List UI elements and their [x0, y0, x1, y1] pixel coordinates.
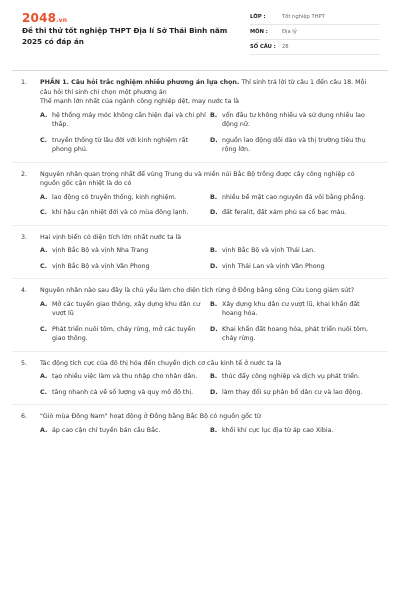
answer-option[interactable] [210, 388, 376, 398]
option-row [40, 426, 376, 436]
question-stem: Hai vịnh biển có diện tích lớn nhất nước ta là [40, 233, 182, 241]
option-label: D. [210, 209, 218, 216]
answer-option[interactable] [210, 208, 376, 218]
question-text [40, 359, 376, 369]
option-text: vịnh Bắc Bộ và vịnh Nha Trang [52, 247, 149, 254]
answer-option[interactable] [210, 262, 376, 272]
question-divider [12, 162, 388, 163]
options [40, 426, 376, 436]
option-text: khí hậu cận nhiệt đới và có mùa đông lạnh. [52, 209, 189, 216]
question-stem: Nguyên nhân nào sau đây là chủ yếu làm cho diện tích rừng ở Đồng bằng sông Cửu Long giảm sút? [40, 287, 355, 294]
option-text: Xây dựng khu dân cư vượt lũ, khai khẩn đất hoang hóa. [222, 300, 360, 317]
question-divider [12, 351, 388, 352]
answer-option[interactable] [210, 325, 376, 344]
option-text: vịnh Bắc Bộ và vịnh Thái Lan. [222, 247, 316, 254]
question-list [0, 78, 400, 441]
options [40, 246, 376, 271]
answer-option[interactable] [40, 372, 206, 382]
question-text [40, 170, 376, 189]
logo-suffix: .vn [56, 17, 68, 24]
question-number: 3. [21, 233, 28, 241]
answer-option[interactable] [40, 388, 206, 398]
options [40, 300, 376, 344]
question-divider [12, 278, 388, 279]
option-text: vốn đầu tư không nhiều và sử dụng nhiều lao động nữ. [222, 111, 365, 128]
answer-option[interactable] [40, 426, 206, 436]
site-logo[interactable] [22, 11, 67, 25]
meta-value: 28 [282, 44, 289, 50]
option-text: đất feralit, đất xám phù sa cổ bạc màu. [222, 209, 347, 216]
option-text: hệ thống máy móc không cần hiện đại và chi phí thấp. [52, 111, 206, 128]
question [0, 359, 400, 398]
meta-value: Địa lý [282, 29, 297, 35]
option-row [40, 111, 376, 130]
option-label: A. [40, 247, 48, 254]
answer-option[interactable] [40, 246, 206, 256]
option-text: lao động có truyền thống, kinh nghiệm. [52, 193, 177, 201]
meta-key: MÔN : [250, 29, 268, 35]
option-text: áp cao cận chí tuyến bán cầu Bắc. [52, 426, 161, 434]
answer-option[interactable] [210, 111, 376, 130]
option-text: tạo nhiều việc làm và thu nhập cho nhân dân. [52, 373, 198, 380]
option-row [40, 388, 376, 398]
option-text: tăng nhanh cả về số lượng và quy mô đô thị. [52, 388, 194, 396]
option-label: B. [210, 426, 218, 434]
question-number: 4. [21, 287, 28, 294]
options [40, 372, 376, 397]
option-label: B. [210, 300, 218, 308]
option-text: truyền thống từ lâu đời với kinh nghiệm rất phong phú. [52, 136, 188, 153]
option-text: thúc đẩy công nghiệp và dịch vụ phát triển. [222, 373, 360, 380]
option-label: B. [210, 247, 218, 254]
options [40, 111, 376, 155]
option-label: A. [40, 111, 48, 119]
option-label: A. [40, 300, 48, 308]
option-text: vịnh Thái Lan và vịnh Vân Phong [222, 262, 325, 270]
option-label: B. [210, 373, 218, 380]
question-number: 2. [21, 170, 28, 178]
question [0, 78, 400, 155]
option-row [40, 300, 376, 319]
question-stem: Tác động tích cực của đô thị hóa đến chuyển dịch cơ cấu kinh tế ở nước ta là [40, 359, 282, 367]
answer-option[interactable] [210, 136, 376, 155]
meta-key: SỐ CÂU : [250, 44, 276, 50]
answer-option[interactable] [210, 300, 376, 319]
option-text: khối khí cực lục địa từ áp cao Xibia. [222, 426, 334, 434]
header [0, 0, 400, 66]
option-label: C. [40, 209, 48, 216]
option-text: làm thay đổi sự phân bố dân cư và lao động. [222, 388, 363, 396]
answer-option[interactable] [210, 426, 376, 436]
option-label: C. [40, 388, 48, 396]
option-text: nhiều bề mặt cao nguyên đá vôi bằng phẳng. [222, 193, 366, 201]
meta-row [250, 10, 380, 25]
option-row [40, 193, 376, 203]
option-row [40, 208, 376, 218]
meta-key: LỚP : [250, 14, 266, 20]
answer-option[interactable] [40, 325, 206, 344]
option-row [40, 372, 376, 382]
option-row [40, 262, 376, 272]
option-label: D. [210, 136, 218, 144]
answer-option[interactable] [40, 300, 206, 319]
question-stem: "Gió mùa Đông Nam" hoạt động ở Đồng bằng Bắc Bộ có nguồn gốc từ [40, 413, 261, 420]
logo-text: 2048 [22, 11, 57, 25]
question-stem: Nguyên nhân quan trọng nhất để vùng Trung du và miền núi Bắc Bộ trồng được cây công nghiệp có nguồn gốc cận nhiệt là do có [40, 170, 355, 187]
answer-option[interactable] [40, 136, 206, 155]
meta-row [250, 25, 380, 40]
question-text [40, 78, 376, 107]
option-text: nguồn lao động dồi dào và thị trường tiêu thụ rộng lớn. [222, 136, 366, 153]
question-text [40, 412, 376, 422]
question [0, 233, 400, 272]
question-text [40, 233, 376, 243]
option-label: C. [40, 136, 48, 144]
option-label: D. [210, 388, 218, 396]
page-title: Đề thi thử tốt nghiệp THPT Địa lí Sở Thái Bình năm 2025 có đáp án [22, 26, 228, 46]
option-label: D. [210, 325, 218, 333]
option-text: Khai khẩn đất hoang hóa, phát triển nuôi tôm, cháy rừng. [222, 325, 368, 342]
answer-option[interactable] [210, 372, 376, 382]
exam-meta [250, 10, 380, 55]
option-label: D. [210, 262, 218, 270]
question-divider [12, 404, 388, 405]
answer-option[interactable] [40, 111, 206, 130]
answer-option[interactable] [40, 208, 206, 218]
option-text: vịnh Bắc Bộ và vịnh Vân Phong [52, 262, 150, 270]
option-label: C. [40, 262, 48, 270]
part-instructions: Thí sinh trả lời từ câu 1 đến câu 18. Mỗi câu hỏi thí sinh chỉ chọn một phương án [40, 79, 367, 96]
answer-option[interactable] [40, 193, 206, 203]
question-text [40, 286, 376, 296]
option-label: B. [210, 111, 218, 119]
question [0, 412, 400, 435]
options [40, 193, 376, 218]
part-heading: PHẦN 1. Câu hỏi trắc nghiệm nhiều phương án lựa chọn. [40, 79, 240, 86]
header-divider [12, 70, 388, 71]
question-divider [12, 225, 388, 226]
option-label: B. [210, 193, 218, 201]
answer-option[interactable] [40, 262, 206, 272]
question [0, 286, 400, 344]
question-stem: Thế mạnh lớn nhất của ngành công nghiệp dệt, may nước ta là [40, 98, 239, 105]
option-label: A. [40, 373, 48, 380]
option-text: Phát triển nuôi tôm, cháy rừng, mở các tuyến giao thông. [52, 325, 196, 342]
option-text: Mở các tuyến giao thông, xây dựng khu dân cư vượt lũ [52, 300, 201, 317]
question-number: 1. [21, 79, 28, 86]
question [0, 170, 400, 218]
option-label: A. [40, 193, 48, 201]
option-label: C. [40, 325, 48, 333]
option-label: A. [40, 426, 48, 434]
meta-row [250, 40, 380, 55]
answer-option[interactable] [210, 246, 376, 256]
question-number: 6. [21, 413, 28, 420]
option-row [40, 136, 376, 155]
option-row [40, 325, 376, 344]
meta-value: Tốt nghiệp THPT [282, 14, 325, 20]
answer-option[interactable] [210, 193, 376, 203]
option-row [40, 246, 376, 256]
question-number: 5. [21, 359, 28, 367]
